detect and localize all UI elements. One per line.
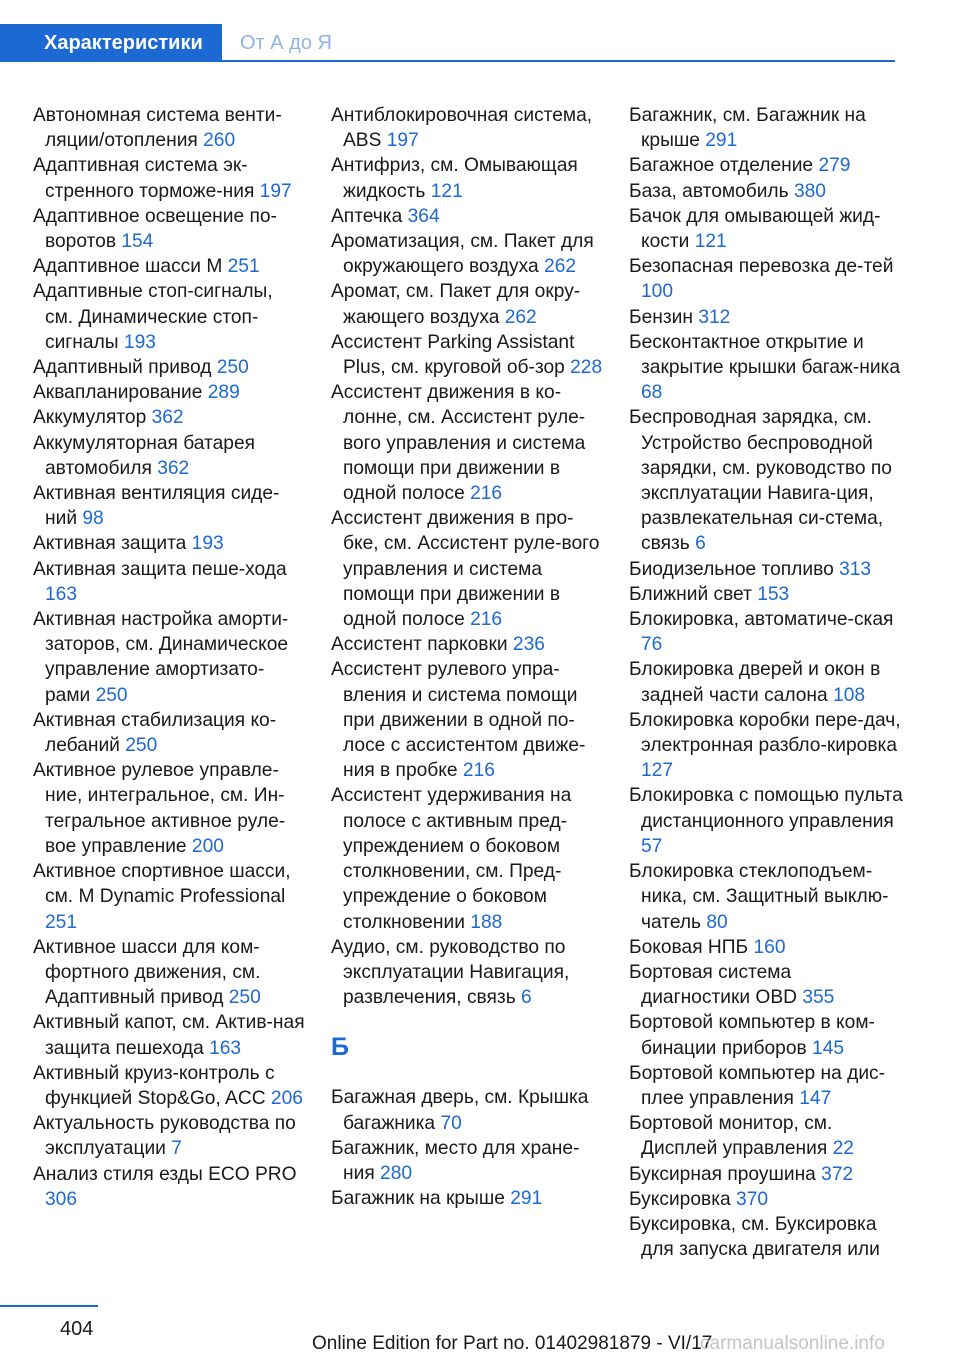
index-entry xyxy=(33,758,305,859)
index-entry xyxy=(629,1187,904,1212)
entry-term: Активное шасси для ком-фортного движения, см. Адаптивный привод xyxy=(33,936,261,1009)
entry-page-link[interactable]: 145 xyxy=(812,1037,845,1059)
footer-divider xyxy=(0,1305,98,1307)
entry-term: Активное рулевое управле-ние, интегральное, см. Ин-тегральное активное руле-вое управление xyxy=(33,760,286,857)
watermark: carmanualsonline.info xyxy=(700,1333,885,1354)
entry-term: Адаптивная система эк-стренного торможе-ния xyxy=(33,155,260,202)
entry-page-link[interactable]: 154 xyxy=(121,231,154,253)
index-entry xyxy=(331,330,603,380)
entry-page-link[interactable]: 57 xyxy=(641,835,663,857)
entry-term: Антифриз, см. Омывающая жидкость xyxy=(331,155,578,202)
entry-page-link[interactable]: 250 xyxy=(125,735,158,757)
entry-page-link[interactable]: 100 xyxy=(641,281,674,303)
tab-characteristics[interactable]: Характеристики xyxy=(0,24,222,62)
entry-page-link[interactable]: 250 xyxy=(216,357,249,379)
entry-term: Активная стабилизация ко-лебаний xyxy=(33,709,277,757)
index-entry xyxy=(33,380,305,405)
index-entry xyxy=(629,1111,904,1161)
entry-term: Бортовой компьютер в ком-бинации приборов xyxy=(629,1012,875,1059)
entry-term: Биодизельное топливо xyxy=(629,558,840,580)
entry-term: Активное спортивное шасси, см. M Dynamic Professional xyxy=(33,861,291,908)
index-entry xyxy=(33,1162,305,1212)
entry-term: Автономная система венти-ляции/отопления xyxy=(33,105,282,152)
header-bar xyxy=(0,0,960,62)
entry-term: Антиблокировочная система, ABS xyxy=(331,105,593,152)
index-entry xyxy=(331,935,603,1011)
entry-page-link[interactable]: 121 xyxy=(694,231,727,253)
entry-page-link[interactable]: 76 xyxy=(641,634,663,656)
index-entry xyxy=(629,935,904,960)
index-entry xyxy=(629,960,904,1010)
entry-page-link[interactable]: 6 xyxy=(695,533,706,555)
index-entry xyxy=(33,254,305,279)
entry-term: Багажник, место для хране-ния xyxy=(331,1137,580,1184)
entry-term: Буксировка, см. Буксировка для запуска двигателя или xyxy=(629,1213,880,1261)
index-entry xyxy=(33,153,305,203)
entry-page-link[interactable]: 153 xyxy=(757,583,790,605)
entry-page-link[interactable]: 121 xyxy=(430,180,463,202)
entry-page-link[interactable]: 372 xyxy=(821,1163,854,1185)
entry-page-link[interactable]: 291 xyxy=(510,1188,543,1210)
entry-term: Боковая НПБ xyxy=(629,936,754,958)
entry-term: Активная защита пеше-хода xyxy=(33,558,287,580)
entry-page-link[interactable]: 313 xyxy=(839,558,872,580)
entry-term: Багажник на крыше xyxy=(331,1188,511,1210)
tab-a-to-z[interactable]: От А до Я xyxy=(240,32,332,54)
index-column-1 xyxy=(33,103,305,1212)
index-entry xyxy=(629,204,904,254)
entry-term: Бортовой монитор, см. Дисплей управления xyxy=(629,1113,833,1160)
index-entry xyxy=(331,204,603,229)
entry-term: Анализ стиля езды ECO PRO xyxy=(33,1163,297,1185)
index-entry xyxy=(331,1186,603,1211)
index-entry xyxy=(629,708,904,784)
entry-term: Аккумуляторная батарея автомобиля xyxy=(33,432,256,479)
entry-page-link[interactable]: 197 xyxy=(259,180,292,202)
entry-term: Ассистент движения в про-бке, см. Ассистент руле-вого управления и система помощи при движении в одной полосе xyxy=(331,508,600,631)
entry-page-link[interactable]: 355 xyxy=(802,987,835,1009)
entry-term: Активная настройка аморти-заторов, см. Динамическое управление амортизато-рами xyxy=(33,609,289,706)
entry-page-link[interactable]: 127 xyxy=(641,760,674,782)
index-entry xyxy=(629,103,904,153)
index-entry xyxy=(33,103,305,153)
entry-page-link[interactable]: 147 xyxy=(799,1087,832,1109)
entry-page-link[interactable]: 280 xyxy=(380,1162,413,1184)
index-entry xyxy=(629,582,904,607)
entry-page-link[interactable]: 380 xyxy=(793,180,826,202)
index-entry xyxy=(629,1010,904,1060)
entry-page-link[interactable]: 206 xyxy=(270,1087,303,1109)
entry-page-link[interactable]: 193 xyxy=(123,331,156,353)
entry-term: Бензин xyxy=(629,306,699,328)
index-entry xyxy=(629,305,904,330)
entry-term: Ароматизация, см. Пакет для окружающего воздуха xyxy=(331,231,594,278)
index-entry xyxy=(629,1061,904,1111)
entry-term: Адаптивное шасси M xyxy=(33,256,228,278)
entry-page-link[interactable]: 22 xyxy=(832,1138,854,1160)
entry-term: Активная защита xyxy=(33,533,192,555)
entry-page-link[interactable]: 160 xyxy=(753,936,786,958)
entry-term: Бесконтактное открытие и закрытие крышки багаж-ника xyxy=(629,331,901,379)
entry-term: Ассистент удерживания на полосе с активным пред-упреждением о боковом столкновении, см. Пред-упреждение о боковом столкновении xyxy=(331,785,572,933)
entry-term: Бачок для омывающей жид-кости xyxy=(629,205,881,253)
entry-term: Багажная дверь, см. Крышка багажника xyxy=(331,1087,589,1134)
entry-page-link[interactable]: 364 xyxy=(407,205,440,227)
index-entry xyxy=(331,1136,603,1186)
entry-page-link[interactable]: 6 xyxy=(521,987,532,1009)
entry-term: Багажное отделение xyxy=(629,155,819,177)
edition-text: Online Edition for Part no. 01402981879 - VI/17 xyxy=(312,1333,713,1354)
index-entry xyxy=(33,481,305,531)
index-entry xyxy=(331,1085,603,1135)
index-entry xyxy=(629,783,904,859)
entry-page-link[interactable]: 250 xyxy=(228,987,261,1009)
entry-term: Адаптивное освещение по-воротов xyxy=(33,205,277,253)
index-entry xyxy=(629,557,904,582)
entry-term: Блокировка коробки пере-дач, электронная разбло-кировка xyxy=(629,709,901,757)
entry-page-link[interactable]: 163 xyxy=(45,583,78,605)
index-entry xyxy=(33,708,305,758)
entry-page-link[interactable]: 262 xyxy=(544,256,577,278)
entry-term: Багажник, см. Багажник на крыше xyxy=(629,105,866,152)
index-entry xyxy=(629,330,904,406)
index-entry xyxy=(33,1111,305,1161)
entry-term: Блокировка с помощью пульта дистанционного управления xyxy=(629,785,903,832)
entry-term: Блокировка дверей и окон в задней части салона xyxy=(629,659,881,706)
index-entry xyxy=(629,1162,904,1187)
entry-page-link[interactable]: 68 xyxy=(641,382,663,404)
entry-page-link[interactable]: 193 xyxy=(191,533,224,555)
index-entry xyxy=(33,557,305,607)
index-entry xyxy=(629,1212,904,1262)
entry-term: Ближний свет xyxy=(629,583,758,605)
index-column-3 xyxy=(629,103,904,1262)
entry-term: Актуальность руководства по эксплуатации xyxy=(33,1113,296,1160)
header-divider xyxy=(0,60,895,62)
index-entry xyxy=(331,229,603,279)
index-entry xyxy=(33,279,305,355)
entry-term: Адаптивный привод xyxy=(33,357,217,379)
entry-term: Активный капот, см. Актив-ная защита пешехода xyxy=(33,1012,305,1059)
entry-page-link[interactable]: 251 xyxy=(45,911,78,933)
entry-page-link[interactable]: 163 xyxy=(209,1037,242,1059)
entry-page-link[interactable]: 188 xyxy=(470,911,503,933)
entry-term: Адаптивные стоп-сигналы, см. Динамические стоп-сигналы xyxy=(33,281,273,353)
section-letter: Б xyxy=(331,1033,349,1062)
entry-page-link[interactable]: 362 xyxy=(151,407,184,429)
index-entry xyxy=(629,405,904,556)
entry-page-link[interactable]: 362 xyxy=(157,457,190,479)
index-entry xyxy=(33,935,305,1011)
entry-page-link[interactable]: 216 xyxy=(470,483,503,505)
entry-page-link[interactable]: 228 xyxy=(570,357,603,379)
index-entry xyxy=(629,859,904,935)
index-entry xyxy=(629,607,904,657)
entry-page-link[interactable]: 216 xyxy=(470,609,503,631)
entry-page-link[interactable]: 262 xyxy=(504,306,537,328)
index-entry xyxy=(629,153,904,178)
index-entry xyxy=(33,1061,305,1111)
entry-page-link[interactable]: 250 xyxy=(95,684,128,706)
entry-term: Безопасная перевозка де-тей xyxy=(629,256,894,278)
entry-term: Бортовой компьютер на дис-плее управления xyxy=(629,1062,886,1109)
entry-term: Аптечка xyxy=(331,205,408,227)
entry-page-link[interactable]: 291 xyxy=(705,130,738,152)
index-entry xyxy=(33,607,305,708)
entry-page-link[interactable]: 312 xyxy=(698,306,731,328)
entry-page-link[interactable]: 289 xyxy=(207,382,240,404)
index-entry xyxy=(33,355,305,380)
entry-page-link[interactable]: 98 xyxy=(82,508,104,530)
entry-term: Буксирная проушина xyxy=(629,1163,822,1185)
entry-term: Аудио, см. руководство по эксплуатации Навигация, развлечения, связь xyxy=(331,936,570,1009)
entry-term: Аромат, см. Пакет для окру-жающего воздуха xyxy=(331,281,581,328)
entry-term: База, автомобиль xyxy=(629,180,794,202)
index-entry xyxy=(33,405,305,430)
entry-page-link[interactable]: 216 xyxy=(462,760,495,782)
entry-page-link[interactable]: 200 xyxy=(191,835,224,857)
entry-term: Ассистент рулевого упра-вления и система помощи при движении в одной по-лосе с ассистентом движе-ния в пробке xyxy=(331,659,586,782)
entry-page-link[interactable]: 108 xyxy=(833,684,866,706)
entry-term: Беспроводная зарядка, см. Устройство беспроводной зарядки, см. руководство по эксплуатации Навига-ция, развлекательная си-стема, связь xyxy=(629,407,892,555)
entry-term: Блокировка стеклоподъем-ника, см. Защитный выклю-чатель xyxy=(629,861,889,933)
index-entry xyxy=(33,859,305,935)
index-entry xyxy=(33,431,305,481)
entry-page-link[interactable]: 197 xyxy=(386,130,419,152)
entry-page-link[interactable]: 70 xyxy=(440,1112,462,1134)
entry-term: Ассистент парковки xyxy=(331,634,513,656)
page-number: 404 xyxy=(60,1318,94,1340)
index-entry xyxy=(331,783,603,934)
entry-page-link[interactable]: 7 xyxy=(171,1138,182,1160)
entry-term: Буксировка xyxy=(629,1188,737,1210)
entry-page-link[interactable]: 370 xyxy=(736,1188,769,1210)
entry-term: Бортовая система диагностики OBD xyxy=(629,961,803,1009)
entry-term: Ассистент Parking Assistant Plus, см. круговой об-зор xyxy=(331,331,575,379)
index-entry xyxy=(629,657,904,707)
entry-page-link[interactable]: 279 xyxy=(818,155,851,177)
index-entry xyxy=(33,204,305,254)
entry-term: Ассистент движения в ко-лонне, см. Ассистент руле-вого управления и система помощи при движении в одной полосе xyxy=(331,382,586,505)
index-entry xyxy=(629,179,904,204)
index-column-2 xyxy=(331,103,603,1211)
entry-page-link[interactable]: 306 xyxy=(45,1188,78,1210)
index-entry xyxy=(331,380,603,506)
index-entry xyxy=(33,1010,305,1060)
index-entry xyxy=(331,657,603,783)
entry-page-link[interactable]: 251 xyxy=(227,256,260,278)
index-entry xyxy=(331,279,603,329)
index-entry xyxy=(629,254,904,304)
index-entry xyxy=(331,632,603,657)
entry-term: Активный круиз-контроль с функцией Stop&Go, ACC xyxy=(33,1062,275,1109)
entry-page-link[interactable]: 236 xyxy=(512,634,545,656)
entry-page-link[interactable]: 80 xyxy=(706,911,728,933)
index-entry xyxy=(331,103,603,153)
entry-term: Блокировка, автоматиче-ская xyxy=(629,609,894,631)
entry-term: Аквапланирование xyxy=(33,382,208,404)
index-entry xyxy=(33,531,305,556)
index-entry xyxy=(331,153,603,203)
entry-term: Аккумулятор xyxy=(33,407,152,429)
entry-term: Активная вентиляция сиде-ний xyxy=(33,483,280,530)
index-entry xyxy=(331,506,603,632)
entry-page-link[interactable]: 260 xyxy=(203,130,236,152)
